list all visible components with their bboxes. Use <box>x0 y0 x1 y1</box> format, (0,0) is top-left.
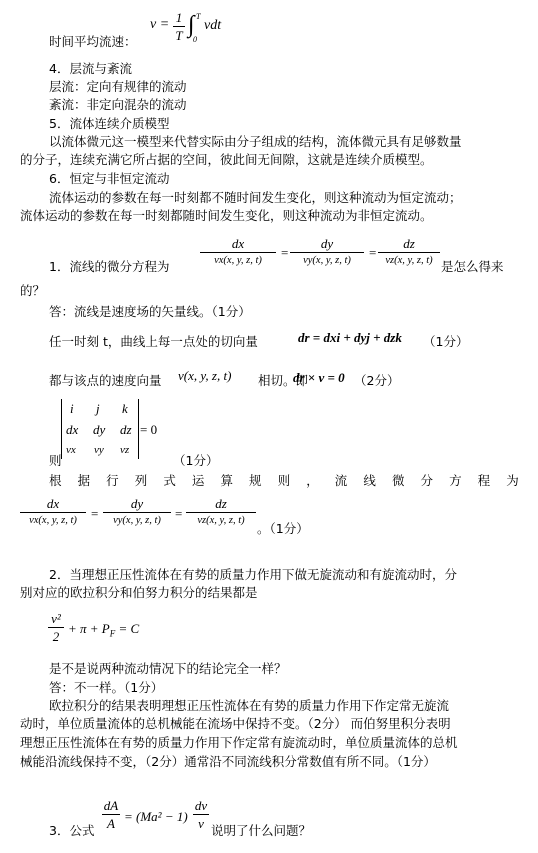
paragraph-2-line-3: 理想正压性流体在有势的质量力作用下作定常有旋流动时，单位质量流体的总机 <box>20 735 458 750</box>
streamline-frac-x: dx vx(x, y, z, t) <box>200 236 276 267</box>
cross-product-eq: dr × v = 0 <box>293 370 345 385</box>
paragraph-5-line-1: 以流体微元这一模型来代替实际由分子组成的结构，流体微元具有足够数量 <box>49 134 462 149</box>
paragraph-5-line-2: 的分子，连续充满它所占据的空间，彼此间无间隙，这就是连续介质模型。 <box>20 152 433 167</box>
det-cell: vz <box>120 444 130 456</box>
eq-sign: = <box>91 506 99 521</box>
det-cell: dy <box>93 422 106 437</box>
paragraph-2-line-2: 动时，单位质量流体的总机械能在流场中保持不变。（2分） 而伯努里积分表明 <box>20 716 451 731</box>
q3-fraction-velocity: dv v <box>194 798 208 831</box>
heading-6: 6．恒定与非恒定流动 <box>49 171 170 186</box>
question-1-end: 的？ <box>20 283 46 298</box>
tangent-score: （1分） <box>423 334 469 349</box>
question-3: 3．公式 <box>49 823 95 838</box>
question-3-tail: 说明了什么问题？ <box>211 823 312 838</box>
integral-upper-limit: T <box>196 12 201 21</box>
det-cell: k <box>122 401 128 416</box>
parallel-text: 都与该点的速度向量 <box>49 373 162 388</box>
paragraph-6-line-1: 流体运动的参数在每一时刻都不随时间发生变化，则这种流动为恒定流动； <box>49 190 462 205</box>
paragraph-2-line-4: 械能沿流线保持不变，（2分）通常沿不同流线积分常数值有所不同。（1分） <box>20 754 436 769</box>
heading-5: 5．流体连续介质模型 <box>49 116 170 131</box>
streamline-frac-z: dz vz(x, y, z, t) <box>378 236 440 267</box>
q3-fraction-area: dA A <box>103 798 119 831</box>
det-cell: j <box>96 401 100 416</box>
answer-1: 答：流线是速度场的矢量线。（1分） <box>49 304 251 319</box>
tangent-vector-formula: dr = dxi + dyj + dzk <box>298 330 402 345</box>
parallel-mid: 相切。即 <box>258 373 309 388</box>
det-cell: vx <box>66 444 76 456</box>
result-frac-y: dy vy(x, y, z, t) <box>103 496 171 527</box>
then-label: 则 <box>49 453 62 468</box>
avg-velocity-label: 时间平均流速： <box>49 34 137 49</box>
answer-2: 答：不一样。（1分） <box>49 680 164 695</box>
result-frac-z: dz vz(x, y, z, t) <box>186 496 256 527</box>
parallel-score: （2分） <box>354 373 400 388</box>
det-cell: i <box>70 401 74 416</box>
turbulent-def: 紊流：非定向混杂的流动 <box>49 97 187 112</box>
integral-lower-limit: 0 <box>193 35 197 44</box>
q3-mach-term: = (Ma² − 1) <box>124 809 188 824</box>
integral-sign: ∫ <box>188 12 195 38</box>
avg-velocity-formula: v = <box>150 17 170 32</box>
result-frac-x: dx vx(x, y, z, t) <box>20 496 86 527</box>
then-score: （1分） <box>173 453 219 468</box>
result-score: 。（1分） <box>257 521 309 536</box>
eq-sign: = <box>281 245 289 260</box>
integrand: vdt <box>204 18 222 33</box>
det-cell: vy <box>94 444 104 456</box>
question-2-ask: 是不是说两种流动情况下的结论完全一样？ <box>49 661 287 676</box>
avg-velocity-fraction: 1 T <box>173 10 185 43</box>
question-1: 1．流线的微分方程为 <box>49 259 170 274</box>
question-1-tail: 是怎么得来 <box>441 259 504 274</box>
det-cell: dz <box>120 422 132 437</box>
paragraph-6-line-2: 流体运动的参数在每一时刻都随时间发生变化，则这种流动为非恒定流动。 <box>20 208 433 223</box>
laminar-def: 层流：定向有规律的流动 <box>49 79 187 94</box>
tangent-line-text: 任一时刻 t，曲线上每一点处的切向量 <box>49 334 258 349</box>
question-2-line-1: 2．当理想正压性流体在有势的质量力作用下做无旋流动和有旋流动时，分 <box>49 567 457 582</box>
rule-line: 根 据 行 列 式 运 算 规 则 ， 流 线 微 分 方 程 为 <box>49 473 519 488</box>
streamline-frac-y: dy vy(x, y, z, t) <box>290 236 364 267</box>
eq-sign: = <box>175 506 183 521</box>
velocity-vector: v(x, y, z, t) <box>178 368 232 383</box>
question-2-line-2: 别对应的欧拉积分和伯努力积分的结果都是 <box>20 585 258 600</box>
heading-4: 4．层流与紊流 <box>49 61 132 76</box>
bernoulli-fraction: v² 2 <box>48 611 64 644</box>
det-cell: dx <box>66 422 79 437</box>
det-equals-zero: = 0 <box>140 422 158 437</box>
bernoulli-rest: + $\pi + P_F = C$ <box>68 621 140 639</box>
eq-sign: = <box>369 245 377 260</box>
paragraph-2-line-1: 欧拉积分的结果表明理想正压性流体在有势的质量力作用下作定常无旋流 <box>49 698 450 713</box>
